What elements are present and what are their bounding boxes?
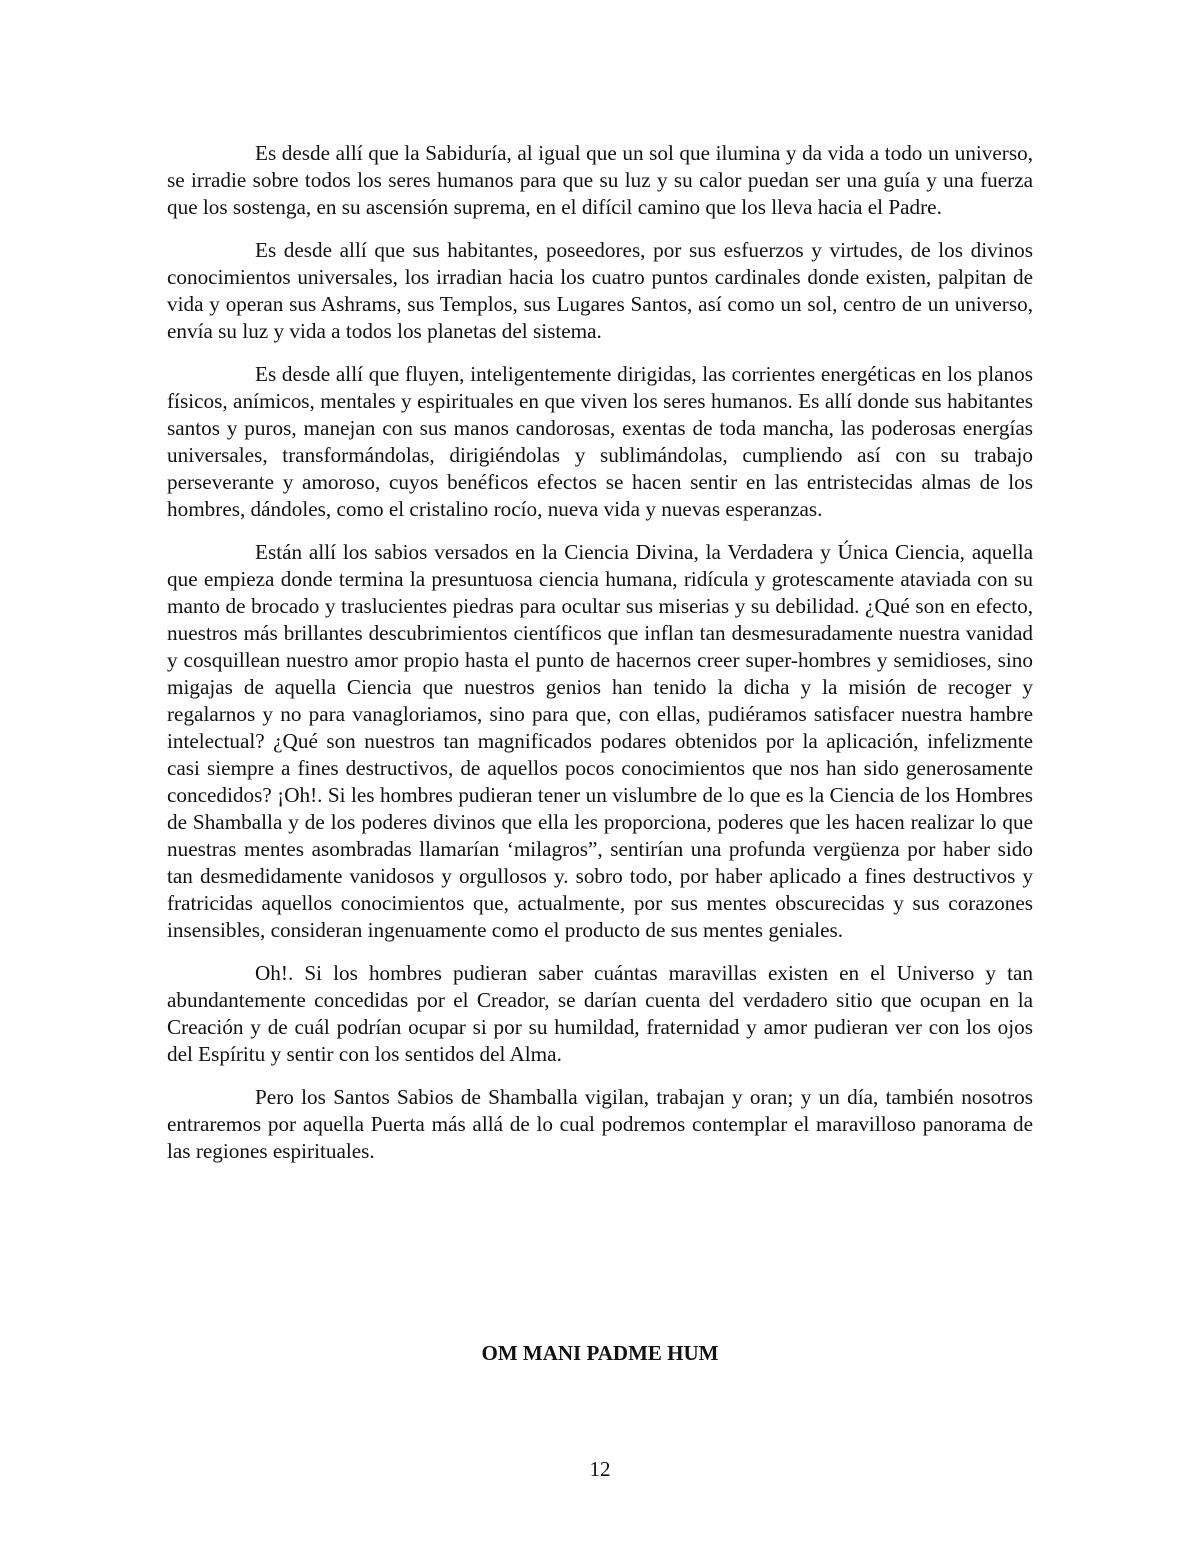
paragraph: Es desde allí que sus habitantes, poseedores, por sus esfuerzos y virtudes, de los divinos conocimientos universales, los irradian hacia los cuatro puntos cardinales donde existen, palpitan de vida y operan sus Ashrams, sus Templos, sus Lugares Santos, así como un sol, centro de un universo, envía su luz y vida a todos los planetas del sistema.: [167, 238, 1033, 343]
closing-mantra: OM MANI PADME HUM: [481, 1341, 719, 1365]
paragraph: Oh!. Si los hombres pudieran saber cuántas maravillas existen en el Universo y tan abundantemente concedidas por el Creador, se darían cuenta del verdadero sitio que ocupan en la Creación y de cuál podrían ocupar si por su humildad, fraternidad y amor pudieran ver con los ojos del Espíritu y sentir con los sentidos del Alma.: [167, 961, 1033, 1066]
paragraph: Es desde allí que la Sabiduría, al igual que un sol que ilumina y da vida a todo un universo, se irradie sobre todos los seres humanos para que su luz y su calor puedan ser una guía y una fuerza que los sostenga, en su ascensión suprema, en el difícil camino que los lleva hacia el Padre.: [167, 141, 1033, 219]
paragraph: Pero los Santos Sabios de Shamballa vigilan, trabajan y oran; y un día, también nosotros entraremos por aquella Puerta más allá de lo cual podremos contemplar el maravilloso panorama de las regiones espirituales.: [167, 1085, 1033, 1163]
paragraph: Es desde allí que fluyen, inteligentemente dirigidas, las corrientes energéticas en los planos físicos, anímicos, mentales y espirituales en que viven los seres humanos. Es allí donde sus habitantes santos y puros, manejan con sus manos candorosas, exentas de toda mancha, las poderosas energías universales, transformándolas, dirigiéndolas y sublimándolas, cumpliendo así con su trabajo perseverante y amoroso, cuyos benéficos efectos se hacen sentir en las entristecidas almas de los hombres, dándoles, como el cristalino rocío, nueva vida y nuevas esperanzas.: [167, 362, 1033, 521]
page-number: 12: [589, 1457, 611, 1481]
page-body: [167, 140, 1033, 1181]
paragraph: Están allí los sabios versados en la Ciencia Divina, la Verdadera y Única Ciencia, aquella que empieza donde termina la presuntuosa ciencia humana, ridícula y grotescamente ataviada con su manto de brocado y traslucientes piedras para ocultar sus miserias y su debilidad. ¿Qué son en efecto, nuestros más brillantes descubrimientos científicos que inflan tan desmesuradamente nuestra vanidad y cosquillean nuestro amor propio hasta el punto de hacernos creer super-hombres y semidioses, sino migajas de aquella Ciencia que nuestros genios han tenido la dicha y la misión de recoger y regalarnos y no para vanagloriamos, sino para que, con ellas, pudiéramos satisfacer nuestra hambre intelectual? ¿Qué son nuestros tan magnificados podares obtenidos por la aplicación, infelizmente casi siempre a fines destructivos, de aquellos pocos conocimientos que nos han sido generosamente concedidos? ¡Oh!. Si les hombres pudieran tener un vislumbre de lo que es la Ciencia de los Hombres de Shamballa y de los poderes divinos que ella les proporciona, poderes que les hacen realizar lo que nuestras mentes asombradas llamarían ‘milagros”, sentirían una profunda vergüenza por haber sido tan desmedidamente vanidosos y orgullosos y. sobro todo, por haber aplicado a fines destructivos y fratricidas aquellos conocimientos que, actualmente, por sus mentes obscurecidas y sus corazones insensibles, consideran ingenuamente como el producto de sus mentes geniales.: [167, 540, 1033, 942]
